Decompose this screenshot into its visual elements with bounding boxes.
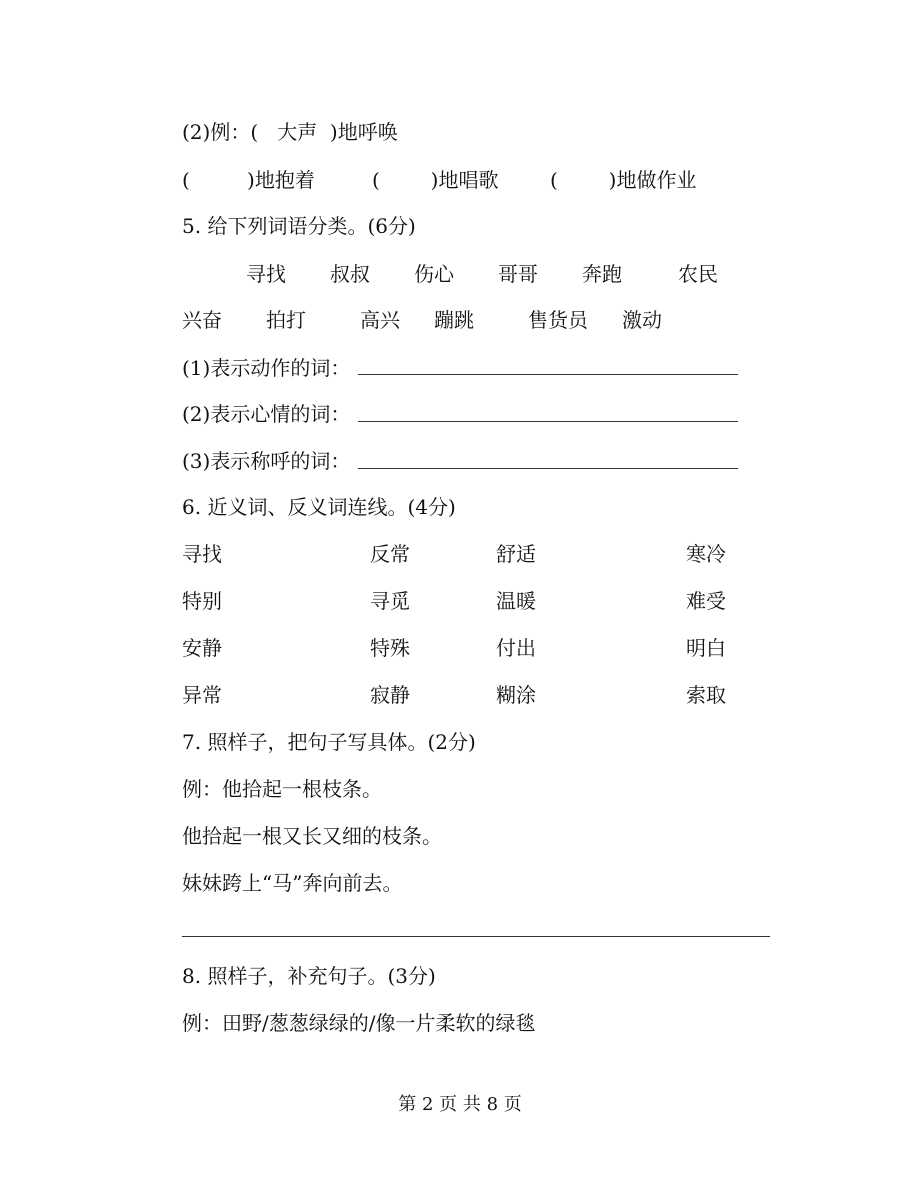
q5-word: 拍打 [266, 308, 306, 332]
q5-word: 高兴 [360, 308, 400, 332]
answer-line [358, 468, 738, 469]
q4-example: (2)例：( 大声 )地呼唤 [182, 120, 398, 144]
q5-word: 蹦跳 [434, 308, 474, 332]
q6-word: 寒冷 [686, 542, 726, 566]
q6-word: 明白 [686, 636, 726, 660]
q5-title: 5. 给下列词语分类。(6分) [182, 214, 416, 238]
q6-word: 舒适 [496, 542, 536, 566]
q8-example: 例：田野/葱葱绿绿的/像一片柔软的绿毯 [182, 1011, 536, 1035]
answer-line [358, 421, 738, 422]
q8-title: 8. 照样子，补充句子。(3分) [182, 964, 436, 988]
q6-word: 异常 [182, 683, 222, 707]
q6-word: 寻找 [182, 542, 222, 566]
q5-word: 售货员 [528, 308, 588, 332]
q6-word: 反常 [370, 542, 410, 566]
q5-word: 兴奋 [182, 308, 222, 332]
q6-word: 安静 [182, 636, 222, 660]
q5-word: 寻找 [246, 262, 286, 286]
answer-line [182, 936, 770, 937]
q6-word: 索取 [686, 683, 726, 707]
q6-word: 糊涂 [496, 683, 536, 707]
q5-word: 激动 [622, 308, 662, 332]
q5-word: 奔跑 [582, 262, 622, 286]
q5-word: 哥哥 [498, 262, 538, 286]
q7-example: 例：他拾起一根枝条。 [182, 777, 382, 801]
page-number: 第 2 页 共 8 页 [398, 1094, 522, 1115]
q7-example-answer: 他拾起一根又长又细的枝条。 [182, 824, 442, 848]
q5-prompt-address: (3)表示称呼的词： [182, 449, 351, 473]
q5-word: 伤心 [414, 262, 454, 286]
q6-word: 特别 [182, 589, 222, 613]
q5-prompt-action: (1)表示动作的词： [182, 356, 351, 380]
q6-title: 6. 近义词、反义词连线。(4分) [182, 495, 456, 519]
q6-word: 温暖 [496, 589, 536, 613]
q5-prompt-mood: (2)表示心情的词： [182, 402, 351, 426]
q6-word: 付出 [496, 636, 536, 660]
q4-blank-homework: ( )地做作业 [550, 168, 697, 192]
q6-word: 难受 [686, 589, 726, 613]
q4-blank-sing: ( )地唱歌 [372, 168, 499, 192]
q5-word: 农民 [678, 262, 718, 286]
q5-word: 叔叔 [330, 262, 370, 286]
q6-word: 特殊 [370, 636, 410, 660]
q6-word: 寂静 [370, 683, 410, 707]
q6-word: 寻觅 [370, 589, 410, 613]
q7-title: 7. 照样子，把句子写具体。(2分) [182, 730, 476, 754]
q7-task-sentence: 妹妹跨上“马”奔向前去。 [182, 871, 403, 895]
answer-line [358, 374, 738, 375]
q4-blank-hug: ( )地抱着 [182, 168, 315, 192]
